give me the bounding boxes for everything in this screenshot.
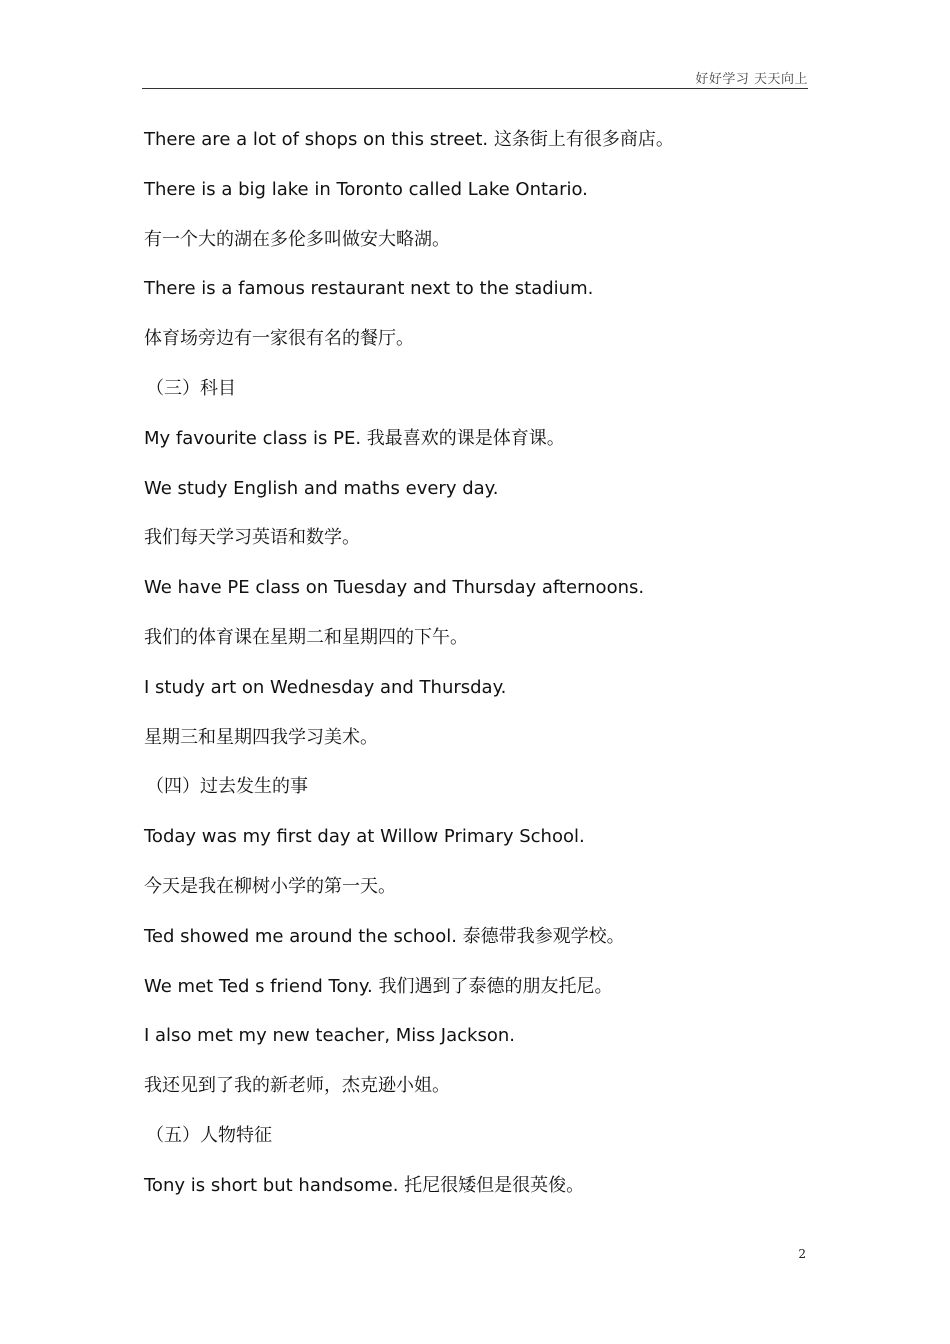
sentence-line: 星期三和星期四我学习美术。 bbox=[144, 726, 378, 748]
sentence-line: There is a big lake in Toronto called Lake Ontario. bbox=[144, 178, 588, 200]
page-number: 2 bbox=[798, 1247, 806, 1261]
page-header bbox=[142, 68, 808, 89]
sentence-line: I also met my new teacher, Miss Jackson. bbox=[144, 1025, 515, 1047]
sentence-line: Today was my first day at Willow Primary School. bbox=[144, 826, 585, 848]
sentence-line: 体育场旁边有一家很有名的餐厅。 bbox=[144, 328, 414, 350]
sentence-line: Ted showed me around the school. 泰德带我参观学校。 bbox=[144, 925, 625, 947]
section-heading-past-events: （四）过去发生的事 bbox=[146, 776, 308, 798]
sentence-line: 我们每天学习英语和数学。 bbox=[144, 527, 360, 549]
sentence-line: We have PE class on Tuesday and Thursday afternoons. bbox=[144, 577, 645, 599]
sentence-line: 我们的体育课在星期二和星期四的下午。 bbox=[144, 626, 468, 648]
sentence-line: We met Ted s friend Tony. 我们遇到了泰德的朋友托尼。 bbox=[144, 975, 613, 997]
sentence-line: My favourite class is PE. 我最喜欢的课是体育课。 bbox=[144, 427, 565, 449]
sentence-line: Tony is short but handsome. 托尼很矮但是很英俊。 bbox=[144, 1174, 585, 1196]
sentence-line: I study art on Wednesday and Thursday. bbox=[144, 676, 507, 698]
section-heading-subjects: （三）科目 bbox=[146, 377, 236, 399]
section-heading-character-traits: （五）人物特征 bbox=[146, 1124, 272, 1146]
sentence-line: 今天是我在柳树小学的第一天。 bbox=[144, 875, 396, 897]
sentence-line: There is a famous restaurant next to the stadium. bbox=[144, 278, 594, 300]
sentence-line: There are a lot of shops on this street. 这条街上有很多商店。 bbox=[144, 129, 674, 150]
sentence-line: 我还见到了我的新老师，杰克逊小姐。 bbox=[144, 1075, 450, 1097]
sentence-line: 有一个大的湖在多伦多叫做安大略湖。 bbox=[144, 228, 450, 250]
document-body bbox=[144, 125, 824, 1221]
header-motto: 好好学习 天天向上 bbox=[695, 72, 808, 87]
sentence-line: We study English and maths every day. bbox=[144, 477, 499, 499]
